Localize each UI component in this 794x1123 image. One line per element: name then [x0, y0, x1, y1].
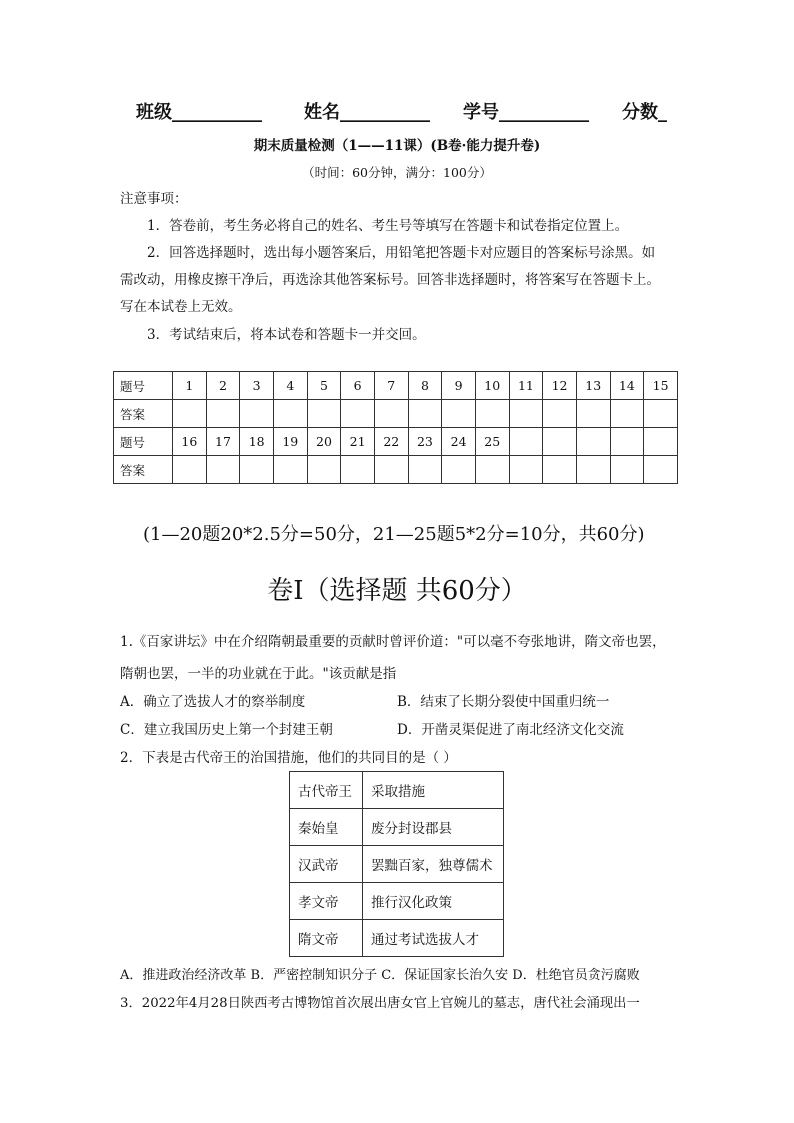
qnum-cell [509, 428, 543, 456]
table-row [290, 809, 504, 846]
question-number-row-1 [114, 372, 678, 400]
qnum-cell: 9 [442, 372, 476, 400]
measure-cell: 罢黜百家，独尊儒术 [363, 846, 504, 883]
answer-cell[interactable] [610, 400, 644, 428]
answer-label: 答案 [114, 400, 173, 428]
answer-cell[interactable] [475, 400, 509, 428]
emperor-cell: 汉武帝 [290, 846, 363, 883]
table-row [290, 846, 504, 883]
qnum-cell: 6 [341, 372, 375, 400]
answer-grid [113, 371, 678, 484]
qnum-cell: 17 [206, 428, 240, 456]
answer-cell[interactable] [644, 400, 678, 428]
answer-cell[interactable] [408, 456, 442, 484]
qnum-cell: 15 [644, 372, 678, 400]
answer-cell[interactable] [475, 456, 509, 484]
note-2-line3: 写在本试卷上无效。 [120, 299, 242, 315]
q1-stem-line2: 隋朝也罢，一半的功业就在于此。"该贡献是指 [120, 666, 397, 682]
class-field[interactable]: 班级__________ [136, 102, 262, 123]
note-2-line2: 需改动，用橡皮擦干净后，再选涂其他答案标号。回答非选择题时，将答案写在答题卡上。 [120, 272, 660, 288]
q2-header-emperor: 古代帝王 [290, 772, 363, 809]
answer-cell[interactable] [173, 456, 207, 484]
answer-cell[interactable] [240, 456, 274, 484]
answer-cell[interactable] [240, 400, 274, 428]
qnum-cell: 18 [240, 428, 274, 456]
score-rule: (1—20题20*2.5分=50分，21—25题5*2分=10分，共60分) [143, 524, 645, 545]
answer-cell[interactable] [543, 400, 577, 428]
q2-options[interactable]: A．推进政治经济改革 B．严密控制知识分子 C．保证国家长治久安 D．杜绝官员贪污腐败 [120, 968, 640, 983]
emperor-cell: 孝文帝 [290, 883, 363, 920]
q1-stem-line1: 1.《百家讲坛》中在介绍隋朝最重要的贡献时曾评价道："可以毫不夸张地讲，隋文帝也罢， [120, 634, 666, 650]
qnum-cell: 10 [475, 372, 509, 400]
measure-cell: 废分封设郡县 [363, 809, 504, 846]
name-field[interactable]: 姓名__________ [304, 102, 430, 123]
answer-cell[interactable] [273, 456, 307, 484]
table-row [290, 883, 504, 920]
answer-cell[interactable] [374, 400, 408, 428]
qnum-cell: 3 [240, 372, 274, 400]
qnum-cell: 22 [374, 428, 408, 456]
qnum-cell: 5 [307, 372, 341, 400]
qnum-cell [543, 428, 577, 456]
qnum-cell: 19 [273, 428, 307, 456]
question-number-row-2 [114, 428, 678, 456]
student-info-header [0, 98, 794, 122]
answer-cell[interactable] [644, 456, 678, 484]
qnum-cell: 2 [206, 372, 240, 400]
answer-cell[interactable] [610, 456, 644, 484]
student-id-field[interactable]: 学号__________ [463, 102, 589, 123]
q2-table [289, 771, 504, 957]
qnum-cell: 20 [307, 428, 341, 456]
q3-stem-line1: 3．2022年4月28日陕西考古博物馆首次展出唐女官上官婉儿的墓志，唐代社会涌现出一 [120, 996, 640, 1011]
answer-cell[interactable] [206, 400, 240, 428]
question-number-label: 题号 [114, 372, 173, 400]
qnum-cell: 8 [408, 372, 442, 400]
q1-option-d[interactable]: D．开凿灵渠促进了南北经济文化交流 [397, 722, 624, 738]
score-field[interactable]: 分数_ [622, 102, 667, 123]
note-1: 1．答卷前，考生务必将自己的姓名、考生号等填写在答题卡和试卷指定位置上。 [147, 218, 629, 234]
q1-option-a[interactable]: A．确立了选拔人才的察举制度 [120, 694, 306, 710]
q2-stem: 2．下表是古代帝王的治国措施，他们的共同目的是（ ） [120, 750, 457, 766]
answer-cell[interactable] [509, 456, 543, 484]
qnum-cell: 14 [610, 372, 644, 400]
qnum-cell: 24 [442, 428, 476, 456]
answer-cell[interactable] [408, 400, 442, 428]
exam-subtitle: （时间：60分钟，满分：100分） [302, 165, 492, 180]
answer-cell[interactable] [206, 456, 240, 484]
qnum-cell: 21 [341, 428, 375, 456]
measure-cell: 通过考试选拔人才 [363, 920, 504, 957]
answer-cell[interactable] [341, 456, 375, 484]
answer-label: 答案 [114, 456, 173, 484]
answer-cell[interactable] [307, 400, 341, 428]
section-title: 卷Ⅰ（选择题 共60分） [267, 576, 527, 606]
q2-table-header [290, 772, 504, 809]
qnum-cell: 12 [543, 372, 577, 400]
qnum-cell: 1 [173, 372, 207, 400]
answer-row-1 [114, 400, 678, 428]
qnum-cell: 25 [475, 428, 509, 456]
measure-cell: 推行汉化政策 [363, 883, 504, 920]
qnum-cell: 7 [374, 372, 408, 400]
qnum-cell: 23 [408, 428, 442, 456]
answer-cell[interactable] [509, 400, 543, 428]
answer-cell[interactable] [341, 400, 375, 428]
answer-cell[interactable] [374, 456, 408, 484]
q1-option-c[interactable]: C．建立我国历史上第一个封建王朝 [120, 722, 333, 738]
answer-cell[interactable] [307, 456, 341, 484]
answer-cell[interactable] [543, 456, 577, 484]
q2-header-measure: 采取措施 [363, 772, 504, 809]
answer-cell[interactable] [442, 456, 476, 484]
notes-heading: 注意事项： [120, 191, 188, 207]
answer-cell[interactable] [442, 400, 476, 428]
qnum-cell: 4 [273, 372, 307, 400]
qnum-cell [610, 428, 644, 456]
answer-cell[interactable] [576, 456, 610, 484]
qnum-cell: 13 [576, 372, 610, 400]
note-3: 3．考试结束后，将本试卷和答题卡一并交回。 [147, 327, 426, 343]
answer-cell[interactable] [173, 400, 207, 428]
qnum-cell [576, 428, 610, 456]
qnum-cell: 11 [509, 372, 543, 400]
note-2-line1: 2．回答选择题时，选出每小题答案后，用铅笔把答题卡对应题目的答案标号涂黑。如 [147, 245, 656, 261]
answer-cell[interactable] [576, 400, 610, 428]
exam-title: 期末质量检测（1——11课）(B卷·能力提升卷) [253, 138, 541, 154]
answer-row-2 [114, 456, 678, 484]
emperor-cell: 隋文帝 [290, 920, 363, 957]
answer-cell[interactable] [273, 400, 307, 428]
q1-option-b[interactable]: B．结束了长期分裂使中国重归统一 [397, 694, 610, 710]
table-row [290, 920, 504, 957]
emperor-cell: 秦始皇 [290, 809, 363, 846]
qnum-cell [644, 428, 678, 456]
question-number-label: 题号 [114, 428, 173, 456]
qnum-cell: 16 [173, 428, 207, 456]
